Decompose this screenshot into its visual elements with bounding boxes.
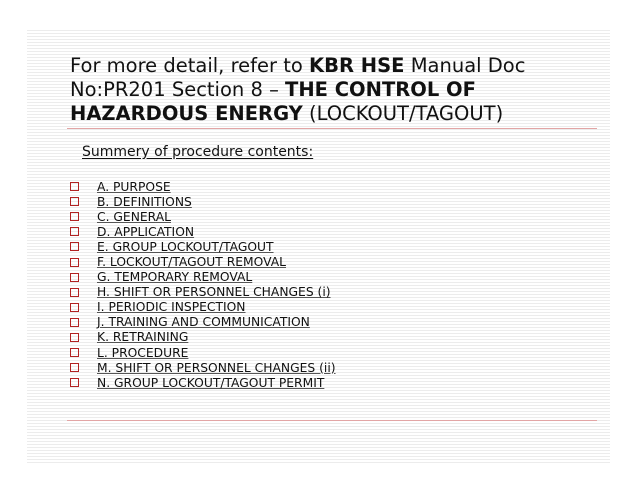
list-item [70, 179, 336, 194]
hollow-square-icon [70, 363, 79, 372]
hollow-square-icon [70, 258, 79, 267]
list-item-label: C. GENERAL [97, 209, 171, 224]
slide [27, 30, 610, 464]
list-item-label: N. GROUP LOCKOUT/TAGOUT PERMIT [97, 375, 325, 390]
hollow-square-icon [70, 288, 79, 297]
title-text-manual: KBR HSE [309, 54, 405, 77]
list-item-label: H. SHIFT OR PERSONNEL CHANGES (i) [97, 285, 331, 300]
list-item [70, 254, 336, 269]
list-item [70, 360, 336, 375]
hollow-square-icon [70, 227, 79, 236]
hollow-square-icon [70, 273, 79, 282]
list-item [70, 345, 336, 360]
list-item [70, 315, 336, 330]
list-item-label: F. LOCKOUT/TAGOUT REMOVAL [97, 255, 286, 270]
list-item [70, 330, 336, 345]
hollow-square-icon [70, 318, 79, 327]
contents-list [70, 179, 336, 390]
hollow-square-icon [70, 182, 79, 191]
hollow-square-icon [70, 348, 79, 357]
title-text-doc-ref: Manual Doc No:PR201 Section 8 – [70, 54, 526, 101]
list-item [70, 194, 336, 209]
list-item [70, 239, 336, 254]
list-item [70, 285, 336, 300]
list-item-label: L. PROCEDURE [97, 345, 189, 360]
hollow-square-icon [70, 303, 79, 312]
list-item-label: E. GROUP LOCKOUT/TAGOUT [97, 239, 274, 254]
title-text-intro: For more detail, refer to [70, 54, 310, 77]
list-item-label: K. RETRAINING [97, 330, 189, 345]
summary-heading: Summery of procedure contents: [82, 144, 314, 160]
list-item-label: B. DEFINITIONS [97, 194, 192, 209]
list-item [70, 224, 336, 239]
list-item [70, 300, 336, 315]
list-item-label: A. PURPOSE [97, 179, 171, 194]
top-divider [67, 128, 597, 129]
list-item [70, 375, 336, 390]
hollow-square-icon [70, 197, 79, 206]
hollow-square-icon [70, 378, 79, 387]
list-item-label: I. PERIODIC INSPECTION [97, 300, 246, 315]
list-item-label: G. TEMPORARY REMOVAL [97, 270, 253, 285]
list-item [70, 270, 336, 285]
title-text-topic: THE CONTROL OF HAZARDOUS ENERGY [70, 78, 476, 125]
title-text-lockout: (LOCKOUT/TAGOUT) [302, 102, 504, 125]
list-item-label: J. TRAINING AND COMMUNICATION [97, 315, 310, 330]
bottom-divider [67, 420, 597, 421]
list-item-label: D. APPLICATION [97, 224, 195, 239]
slide-title [70, 54, 590, 126]
hollow-square-icon [70, 212, 79, 221]
hollow-square-icon [70, 333, 79, 342]
list-item-label: M. SHIFT OR PERSONNEL CHANGES (ii) [97, 360, 336, 375]
hollow-square-icon [70, 242, 79, 251]
list-item [70, 209, 336, 224]
